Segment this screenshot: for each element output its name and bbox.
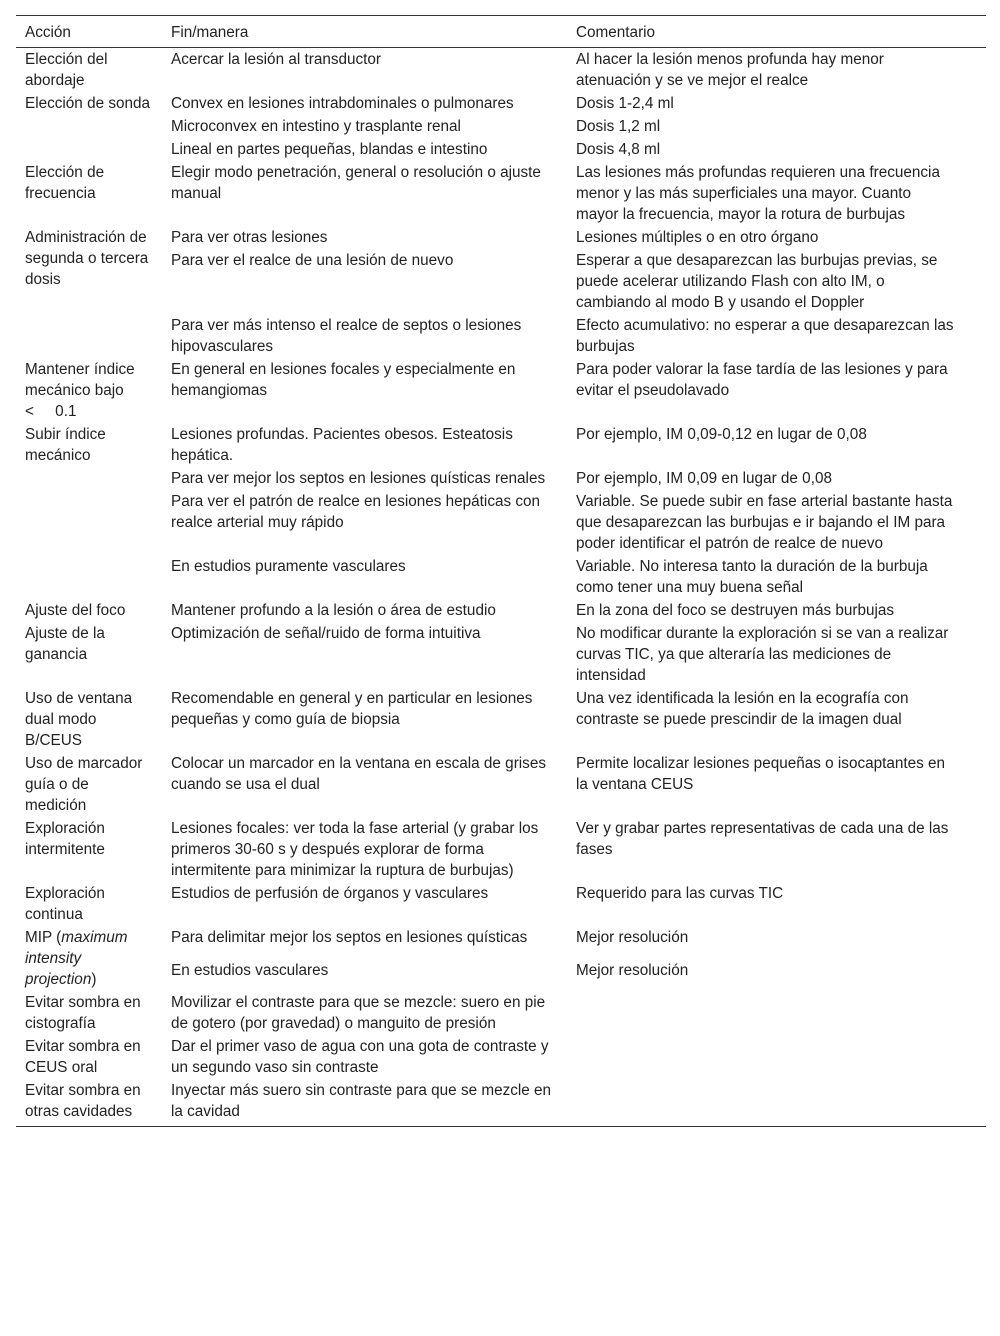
cell-accion: Ajuste de la ganancia (25, 625, 105, 663)
cell-fin: Optimización de señal/ruido de forma intuitiva (171, 625, 481, 642)
cell-fin: Lesiones profundas. Pacientes obesos. Esteatosis hepática. (171, 426, 513, 464)
cell-accion: Elección de sonda (25, 95, 151, 112)
header-row (16, 16, 986, 48)
table-row (16, 817, 986, 882)
cell-accion: Administración de segunda o tercera dosis (25, 229, 149, 288)
cell-fin: Lineal en partes pequeñas, blandas e intestino (171, 141, 488, 158)
cell-comentario: Dosis 1,2 ml (576, 118, 661, 135)
table-row (16, 926, 986, 959)
cell-accion: Mantener índice mecánico bajo < 0.1 (25, 361, 135, 420)
cell-fin: En estudios vasculares (171, 961, 329, 979)
table-row (16, 882, 986, 926)
cell-comentario: Permite localizar lesiones pequeñas o isocaptantes en la ventana CEUS (576, 755, 946, 793)
table-row (16, 314, 986, 358)
table-row (16, 249, 986, 314)
cell-accion: Elección de frecuencia (25, 164, 105, 202)
table-row (16, 991, 986, 1035)
table-body (16, 48, 986, 1127)
header-fin-manera: Fin/manera (162, 16, 567, 48)
cell-fin: Elegir modo penetración, general o resolución o ajuste manual (171, 164, 541, 202)
cell-accion: Ajuste del foco (25, 602, 126, 619)
cell-comentario: Esperar a que desaparezcan las burbujas previas, se puede acelerar utilizando Flash con alto IM, o cambiando al modo B y usando el Doppler (576, 252, 938, 311)
mip-suffix: ) (91, 971, 97, 988)
table-row (16, 138, 986, 161)
table-row (16, 687, 986, 752)
cell-accion: Elección del abordaje (25, 51, 108, 89)
cell-accion: Uso de ventana dual modo B/CEUS (25, 690, 133, 749)
table-row (16, 752, 986, 817)
table-row (16, 358, 986, 423)
cell-accion: Exploración continua (25, 885, 105, 923)
cell-comentario: Por ejemplo, IM 0,09-0,12 en lugar de 0,08 (576, 426, 867, 443)
mip-italic-term: maximum intensity projection (25, 929, 128, 988)
table-row (16, 92, 986, 115)
table-row (16, 161, 986, 226)
cell-comentario: Una vez identificada la lesión en la ecografía con contraste se puede prescindir de la imagen dual (576, 690, 909, 728)
cell-accion: Evitar sombra en otras cavidades (16, 1079, 162, 1127)
table-row (16, 959, 986, 992)
cell-fin: En estudios puramente vasculares (171, 558, 406, 575)
cell-fin: Acercar la lesión al transductor (171, 51, 382, 68)
table-row (16, 1079, 986, 1127)
table-row (16, 622, 986, 687)
mip-prefix: MIP ( (25, 929, 62, 946)
cell-fin: Para ver el patrón de realce en lesiones hepáticas con realce arterial muy rápido (171, 493, 541, 531)
cell-fin: Colocar un marcador en la ventana en escala de grises cuando se usa el dual (171, 755, 546, 793)
cell-comentario (567, 991, 986, 1035)
table-row (16, 115, 986, 138)
cell-comentario: Variable. Se puede subir en fase arterial bastante hasta que desaparezcan las burbujas e ir bajando el IM para poder identificar el patrón de realce de nuevo (576, 493, 953, 552)
table-row (16, 226, 986, 249)
cell-accion: Evitar sombra en CEUS oral (25, 1038, 141, 1076)
cell-fin: Para delimitar mejor los septos en lesiones quísticas (171, 929, 528, 946)
cell-fin: Estudios de perfusión de órganos y vasculares (171, 885, 489, 902)
cell-comentario: No modificar durante la exploración si se van a realizar curvas TIC, ya que alteraría las mediciones de intensidad (576, 625, 949, 684)
cell-comentario: Efecto acumulativo: no esperar a que desaparezcan las burbujas (576, 317, 954, 355)
cell-accion (16, 926, 162, 991)
cell-comentario (567, 1079, 986, 1127)
table-row (16, 490, 986, 555)
cell-comentario: Dosis 4,8 ml (576, 141, 661, 158)
cell-fin: Para ver el realce de una lesión de nuevo (171, 252, 454, 269)
cell-comentario: Por ejemplo, IM 0,09 en lugar de 0,08 (576, 470, 832, 487)
table-header (16, 16, 986, 48)
cell-accion: Exploración intermitente (25, 820, 105, 858)
header-accion: Acción (16, 16, 162, 48)
header-comentario: Comentario (567, 16, 986, 48)
table-row (16, 48, 986, 93)
cell-fin: En general en lesiones focales y especialmente en hemangiomas (171, 361, 516, 399)
cell-fin: Movilizar el contraste para que se mezcle: suero en pie de gotero (por gravedad) o manguito de presión (171, 994, 546, 1032)
cell-fin: Recomendable en general y en particular en lesiones pequeñas y como guía de biopsia (171, 690, 533, 728)
table-row (16, 1035, 986, 1079)
cell-fin: Microconvex en intestino y trasplante renal (171, 118, 461, 135)
table-row (16, 555, 986, 599)
cell-fin: Para ver más intenso el realce de septos o lesiones hipovasculares (171, 317, 522, 355)
cell-accion: Uso de marcador guía o de medición (25, 755, 143, 814)
cell-comentario: Las lesiones más profundas requieren una frecuencia menor y las más superficiales una mayor. Cuanto mayor la frecuencia, mayor la rotura de burbujas (576, 164, 940, 223)
cell-accion: Evitar sombra en cistografía (25, 994, 141, 1032)
cell-fin: Inyectar más suero sin contraste para que se mezcle en la cavidad (162, 1079, 567, 1127)
table-container (16, 15, 986, 1127)
table-row (16, 599, 986, 622)
cell-fin: Convex en lesiones intrabdominales o pulmonares (171, 95, 514, 112)
table-row (16, 467, 986, 490)
cell-comentario: Dosis 1-2,4 ml (576, 95, 674, 112)
cell-accion: Subir índice mecánico (25, 426, 106, 464)
cell-comentario: Lesiones múltiples o en otro órgano (576, 229, 819, 246)
cell-comentario: Ver y grabar partes representativas de cada una de las fases (576, 820, 949, 858)
cell-fin: Para ver mejor los septos en lesiones quísticas renales (171, 470, 546, 487)
cell-comentario: Requerido para las curvas TIC (576, 885, 784, 902)
cell-fin: Lesiones focales: ver toda la fase arterial (y grabar los primeros 30-60 s y después explorar de forma intermitente para minimizar la ruptura de burbujas) (171, 820, 539, 879)
table-row (16, 423, 986, 467)
cell-fin: Para ver otras lesiones (171, 229, 328, 246)
cell-comentario: Mejor resolución (576, 929, 689, 946)
ceus-recommendations-table (16, 15, 986, 1127)
cell-comentario (567, 1035, 986, 1079)
cell-comentario: Para poder valorar la fase tardía de las lesiones y para evitar el pseudolavado (576, 361, 948, 399)
cell-comentario: Al hacer la lesión menos profunda hay menor atenuación y se ve mejor el realce (576, 51, 884, 89)
cell-fin: Mantener profundo a la lesión o área de estudio (171, 602, 496, 619)
cell-comentario: Variable. No interesa tanto la duración de la burbuja como tener una muy buena señal (576, 558, 928, 596)
cell-comentario: Mejor resolución (576, 961, 689, 979)
cell-comentario: En la zona del foco se destruyen más burbujas (576, 602, 895, 619)
cell-fin: Dar el primer vaso de agua con una gota de contraste y un segundo vaso sin contraste (171, 1038, 549, 1076)
